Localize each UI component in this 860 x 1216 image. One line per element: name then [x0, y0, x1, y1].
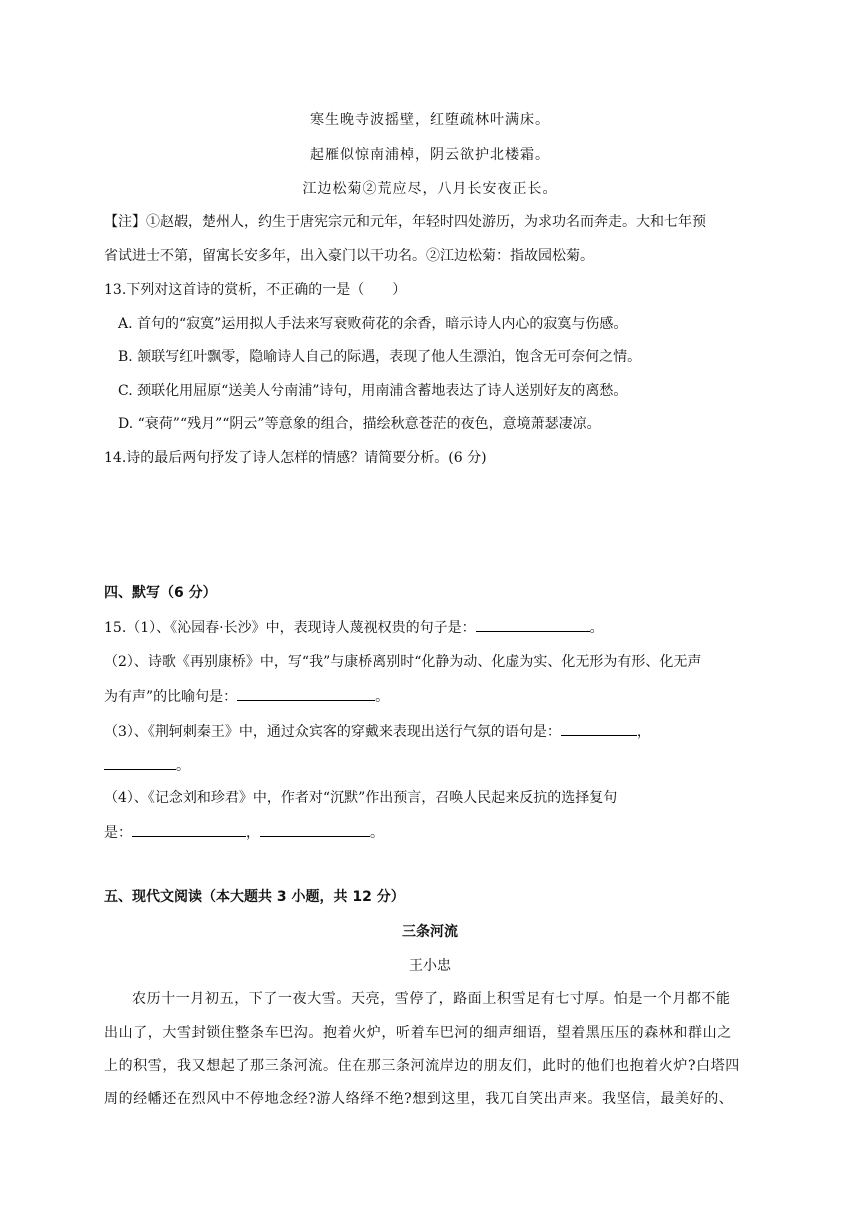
period: 。 — [370, 825, 384, 841]
question-15-3-line-1 — [104, 721, 756, 742]
question-13-stem: 13.下列对这首诗的赏析，不正确的一是（ ） — [104, 282, 407, 298]
poem-line-2: 起雁似惊南浦棹，阴云欲护北楼霜。 — [310, 147, 550, 163]
answer-blank-15-3b[interactable] — [104, 755, 176, 770]
question-15-4-line-1: （4）、《记念刘和珍君》中，作者对“沉默”作出预言，召唤人民起来反抗的选择复句 — [104, 790, 618, 806]
question-13-option-a: A. 首句的“寂寞”运用拟人手法来写衰败荷花的余香，暗示诗人内心的寂寞与伤感。 — [118, 316, 628, 332]
question-15-4-text: 是： — [104, 825, 132, 841]
answer-blank-15-3a[interactable] — [561, 721, 637, 736]
question-15-2-line-1: （2）、诗歌《再别康桥》中，写“我”与康桥离别时“化静为动、化虚为实、化无形为有形、化无声 — [104, 654, 702, 670]
comma: ， — [246, 825, 260, 841]
period: 。 — [176, 758, 190, 774]
question-13-option-b: B. 颔联写红叶飘零，隐喻诗人自己的际遇，表现了他人生漂泊，饱含无可奈何之情。 — [118, 349, 642, 365]
poem-line-1: 寒生晚寺波摇壁，红堕疏林叶满床。 — [310, 112, 550, 128]
article-paragraph-line-4: 周的经幡还在烈风中不停地念经?游人络绎不绝?想到这里，我兀自笑出声来。我坚信，最美好的、 — [104, 1091, 734, 1107]
question-15-3-text: （3）、《荆轲刺秦王》中，通过众宾客的穿戴来表现出送行气氛的语句是： — [104, 724, 561, 740]
answer-blank-15-4a[interactable] — [132, 822, 246, 837]
question-15-2-line-2 — [104, 686, 756, 707]
period: 。 — [589, 620, 604, 636]
answer-blank-15-1[interactable] — [476, 617, 590, 632]
question-15-1 — [104, 617, 756, 638]
section-4-heading: 四、默写（6 分） — [104, 585, 217, 601]
article-author: 王小忠 — [409, 958, 451, 974]
article-title: 三条河流 — [402, 924, 458, 940]
period: 。 — [375, 689, 390, 705]
section-5-heading: 五、现代文阅读（本大题共 3 小题，共 12 分） — [104, 889, 405, 905]
question-13-option-d: D. “衰荷”“残月”“阴云”等意象的组合，描绘秋意苍茫的夜色，意境萧瑟凄凉。 — [118, 416, 601, 432]
question-15-1-text: 15.（1）、《沁园春·长沙》中，表现诗人蔑视权贵的句子是： — [104, 620, 476, 636]
comma: ， — [636, 724, 651, 740]
note-line-2: 省试进士不第，留寓长安多年，出入豪门以干功名。②江边松菊：指故园松菊。 — [104, 248, 594, 264]
answer-blank-15-2[interactable] — [237, 686, 375, 701]
article-paragraph-line-3: 上的积雪，我又想起了那三条河流。住在那三条河流岸边的朋友们，此时的他们也抱着火炉?白塔四 — [104, 1058, 740, 1074]
question-15-2-text: 为有声”的比喻句是： — [104, 689, 238, 705]
question-13-option-c: C. 颈联化用屈原“送美人兮南浦”诗句，用南浦含蓄地表达了诗人送别好友的离愁。 — [118, 383, 628, 399]
question-15-3-line-2 — [104, 755, 756, 776]
answer-blank-15-4b[interactable] — [260, 822, 370, 837]
article-paragraph-line-2: 出山了，大雪封锁住整条车巴沟。抱着火炉，听着车巴河的细声细语，望着黑压压的森林和群山之 — [104, 1025, 732, 1041]
poem-line-3: 江边松菊②荒应尽，八月长安夜正长。 — [302, 181, 558, 197]
note-line-1: 【注】①赵嘏，楚州人，约生于唐宪宗元和元年，年轻时四处游历，为求功名而奔走。大和七年预 — [104, 214, 706, 230]
article-paragraph-line-1: 农历十一月初五，下了一夜大雪。天亮，雪停了，路面上积雪足有七寸厚。怕是一个月都不能 — [132, 991, 731, 1007]
question-14-stem: 14.诗的最后两句抒发了诗人怎样的情感？请简要分析。(6 分) — [104, 450, 487, 466]
question-15-4-line-2 — [104, 822, 756, 843]
